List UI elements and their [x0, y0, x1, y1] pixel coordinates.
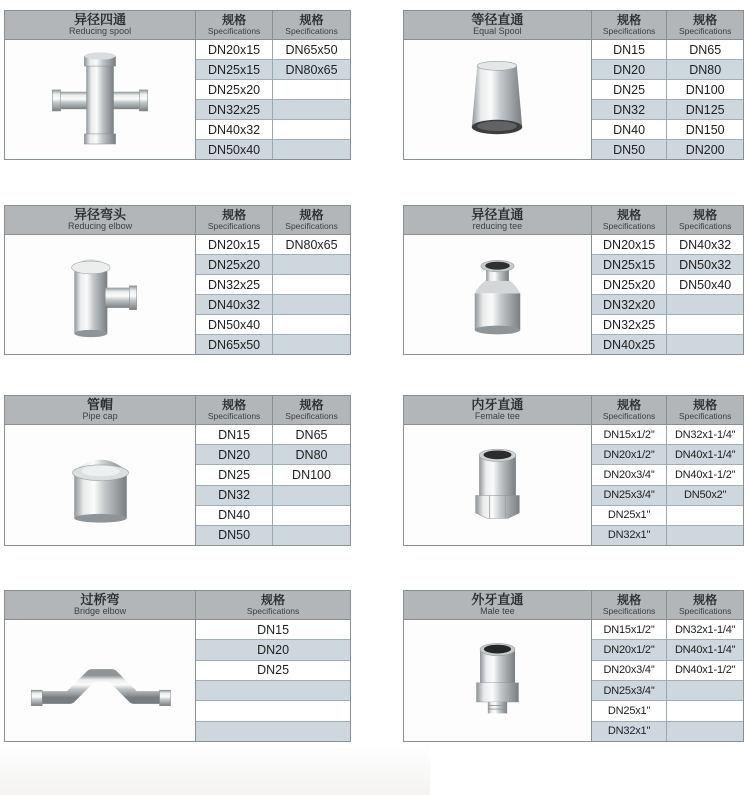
card-header — [5, 206, 350, 234]
spec-column-1 — [196, 235, 273, 354]
spec-cell: DN150 — [667, 119, 743, 139]
spec-cell: DN20x15 — [208, 42, 261, 57]
spec-cell: DN32x20 — [592, 294, 667, 314]
spec-cell: DN80 — [667, 59, 743, 79]
spec-cell: DN32x25 — [196, 99, 272, 119]
spec-cell: DN40 — [196, 505, 272, 525]
reducing-tee-reducer-image — [445, 241, 550, 349]
spec-cell: DN80x65 — [285, 237, 338, 252]
spec-cell: DN25x3/4'' — [592, 485, 667, 505]
spec-header-zh: 规格 — [299, 13, 324, 28]
spec-cell: DN15x1/2'' — [603, 623, 655, 636]
spec-cell — [667, 294, 743, 314]
reducing-elbow-fitting-image — [45, 239, 155, 351]
spec-header-zh: 规格 — [222, 13, 247, 28]
spec-column-2 — [667, 40, 743, 159]
spec-cell — [273, 139, 350, 159]
card-header — [404, 396, 743, 424]
spec-column-1 — [196, 425, 273, 545]
spec-cell: DN32x1'' — [592, 525, 667, 545]
product-title-en: Reducing spool — [69, 26, 132, 37]
spec-cell — [273, 79, 350, 99]
spec-header-zh: 规格 — [222, 208, 247, 223]
spec-header-2 — [667, 11, 743, 39]
spec-cell: DN32x25 — [196, 274, 272, 294]
spec-cell: DN100 — [273, 464, 350, 484]
spec-cell — [273, 485, 350, 505]
card-header — [404, 11, 743, 39]
spec-cell — [196, 721, 350, 741]
spec-cell — [273, 314, 350, 334]
spec-cell: DN20x1/2'' — [592, 639, 667, 659]
product-title-zh: 异径四通 — [74, 12, 127, 28]
product-title-zh: 过桥弯 — [80, 592, 120, 608]
product-title-en: Equal Spool — [473, 26, 522, 37]
product-photo-cell — [404, 620, 592, 741]
spec-header-zh: 规格 — [693, 208, 718, 223]
bridge-elbow-fitting-image — [20, 626, 180, 736]
spec-cell: DN15 — [218, 427, 251, 442]
spec-cell: DN20x15 — [208, 237, 261, 252]
product-title-zh: 异径弯头 — [74, 207, 127, 223]
spec-cell — [273, 294, 350, 314]
product-photo-cell — [5, 620, 196, 741]
spec-header-2 — [667, 206, 743, 234]
spec-cell — [273, 505, 350, 525]
product-photo-cell — [5, 235, 196, 354]
spec-header-zh: 规格 — [299, 208, 324, 223]
card-header — [5, 591, 350, 619]
spec-cell: DN40x1-1/2'' — [667, 660, 743, 680]
spec-cell — [273, 119, 350, 139]
card-equal-spool — [403, 10, 744, 160]
spec-header-1 — [196, 591, 350, 619]
spec-cell: DN80x65 — [273, 59, 350, 79]
spec-cell: DN40x25 — [592, 334, 667, 354]
spec-cell: DN32x1-1/4'' — [674, 623, 736, 636]
spec-cell — [196, 700, 350, 720]
product-title-en: reducing tee — [472, 221, 523, 232]
spec-cell — [667, 525, 743, 545]
product-title-en: Reducing elbow — [68, 221, 133, 232]
spec-header-1 — [196, 206, 273, 234]
spec-column-1 — [592, 235, 668, 354]
spec-cell: DN50x32 — [667, 254, 743, 274]
product-title-zh: 管帽 — [87, 397, 114, 413]
spec-cell: DN25 — [592, 79, 667, 99]
spec-cell: DN65 — [295, 427, 328, 442]
equal-spool-coupling-image — [443, 45, 551, 155]
female-tee-fitting-image — [445, 431, 550, 539]
spec-header-en: Specifications — [246, 605, 300, 616]
spec-cell: DN80 — [273, 444, 350, 464]
card-header — [404, 591, 743, 619]
card-reducing-tee — [403, 205, 744, 355]
product-title — [5, 591, 196, 619]
spec-cell: DN32 — [196, 485, 272, 505]
spec-header-2 — [667, 591, 743, 619]
spec-column-1 — [592, 425, 668, 545]
card-reducing-elbow — [4, 205, 351, 355]
spec-header-zh: 规格 — [222, 398, 247, 413]
product-title — [404, 396, 592, 424]
spec-header-en: Specifications — [207, 410, 261, 421]
spec-cell: DN40x1-1/2'' — [667, 464, 743, 484]
page-background-fade — [0, 743, 430, 795]
spec-cell: DN15 — [613, 42, 646, 57]
spec-column-2 — [273, 235, 350, 354]
spec-header-en: Specifications — [285, 25, 338, 36]
product-title-zh: 内牙直通 — [471, 397, 524, 413]
spec-header-en: Specifications — [602, 220, 656, 231]
card-reducing-spool — [4, 10, 351, 160]
spec-header-zh: 规格 — [693, 398, 718, 413]
male-tee-fitting-image — [445, 627, 550, 735]
spec-cell — [667, 700, 743, 720]
spec-cell: DN40 — [592, 119, 667, 139]
spec-cell: DN25x1'' — [592, 505, 667, 525]
spec-cell: DN20x15 — [603, 237, 656, 252]
spec-cell: DN20 — [196, 444, 272, 464]
spec-cell: DN20x3/4'' — [592, 464, 667, 484]
spec-cell: DN25x15 — [196, 59, 272, 79]
spec-column-1 — [196, 40, 273, 159]
product-title — [404, 206, 592, 234]
product-title-zh: 等径直通 — [471, 12, 524, 28]
spec-header-zh: 规格 — [693, 593, 718, 608]
spec-column-1 — [592, 40, 668, 159]
spec-cell: DN50 — [196, 525, 272, 545]
spec-cell: DN15x1/2'' — [603, 428, 655, 441]
spec-cell: DN40x1-1/4'' — [667, 639, 743, 659]
product-title — [5, 396, 196, 424]
spec-cell: DN32x25 — [592, 314, 667, 334]
spec-header-zh: 规格 — [617, 13, 642, 28]
spec-cell: DN20 — [196, 639, 350, 659]
product-title-zh: 异径直通 — [471, 207, 524, 223]
spec-header-2 — [273, 396, 350, 424]
spec-header-en: Specifications — [678, 220, 732, 231]
spec-header-1 — [196, 11, 273, 39]
spec-cell: DN25x20 — [196, 254, 272, 274]
spec-header-1 — [196, 396, 273, 424]
spec-cell — [196, 680, 350, 700]
spec-cell: DN50x40 — [667, 274, 743, 294]
spec-cell: DN200 — [667, 139, 743, 159]
spec-cell — [273, 254, 350, 274]
spec-cell: DN50x2'' — [667, 485, 743, 505]
spec-cell: DN25x1'' — [592, 700, 667, 720]
spec-cell: DN50 — [592, 139, 667, 159]
card-female-tee — [403, 395, 744, 546]
spec-header-en: Specifications — [207, 25, 261, 36]
spec-column-1 — [592, 620, 668, 741]
spec-column-2 — [667, 235, 743, 354]
spec-header-zh: 规格 — [261, 593, 286, 608]
spec-cell: DN20 — [592, 59, 667, 79]
spec-cell — [667, 721, 743, 741]
product-photo-cell — [404, 425, 592, 545]
card-header — [5, 11, 350, 39]
spec-cell: DN65x50 — [196, 334, 272, 354]
spec-header-zh: 规格 — [693, 13, 718, 28]
product-title-en: Female tee — [474, 411, 520, 422]
spec-header-2 — [273, 11, 350, 39]
product-photo-cell — [404, 235, 592, 354]
spec-cell: DN65 — [689, 42, 722, 57]
spec-header-en: Specifications — [602, 410, 656, 421]
spec-cell: DN32x1'' — [592, 721, 667, 741]
product-photo-cell — [5, 40, 196, 159]
spec-header-zh: 规格 — [299, 398, 324, 413]
spec-cell — [667, 680, 743, 700]
product-title — [404, 11, 592, 39]
spec-cell: DN50x40 — [196, 139, 272, 159]
spec-header-en: Specifications — [285, 410, 338, 421]
spec-cell — [273, 334, 350, 354]
product-title — [404, 591, 592, 619]
spec-column-2 — [667, 425, 743, 545]
spec-header-en: Specifications — [602, 25, 656, 36]
spec-cell: DN125 — [667, 99, 743, 119]
product-title-en: Pipe cap — [82, 411, 118, 422]
product-title-en: Bridge elbow — [74, 606, 127, 617]
spec-header-zh: 规格 — [617, 208, 642, 223]
spec-column-1 — [196, 620, 350, 741]
product-photo-cell — [404, 40, 592, 159]
spec-cell: DN20x3/4'' — [592, 660, 667, 680]
spec-cell — [667, 334, 743, 354]
spec-cell: DN25 — [196, 464, 272, 484]
spec-header-1 — [592, 591, 668, 619]
card-pipe-cap — [4, 395, 351, 546]
card-header — [404, 206, 743, 234]
spec-cell: DN100 — [667, 79, 743, 99]
spec-column-2 — [273, 425, 350, 545]
spec-cell: DN40x32 — [679, 237, 732, 252]
product-title-en: Male tee — [480, 606, 515, 617]
spec-cell: DN25x20 — [592, 274, 667, 294]
product-photo-cell — [5, 425, 196, 545]
product-title-zh: 外牙直通 — [471, 592, 524, 608]
spec-header-1 — [592, 11, 668, 39]
spec-cell — [273, 99, 350, 119]
spec-cell: DN65x50 — [285, 42, 338, 57]
spec-cell: DN25x3/4'' — [592, 680, 667, 700]
spec-cell: DN32x1-1/4'' — [674, 428, 736, 441]
product-title — [5, 206, 196, 234]
spec-cell: DN40x1-1/4'' — [667, 444, 743, 464]
spec-cell: DN40x32 — [196, 294, 272, 314]
spec-cell — [273, 274, 350, 294]
spec-header-2 — [667, 396, 743, 424]
spec-header-en: Specifications — [602, 605, 656, 616]
card-male-tee — [403, 590, 744, 742]
spec-header-1 — [592, 206, 668, 234]
spec-cell — [667, 505, 743, 525]
spec-header-1 — [592, 396, 668, 424]
spec-cell — [667, 314, 743, 334]
spec-cell: DN50x40 — [196, 314, 272, 334]
spec-header-en: Specifications — [285, 220, 338, 231]
reducing-spool-cross-fitting-image — [45, 44, 155, 156]
product-title — [5, 11, 196, 39]
spec-header-zh: 规格 — [617, 398, 642, 413]
card-header — [5, 396, 350, 424]
spec-header-en: Specifications — [678, 605, 732, 616]
spec-cell: DN40x32 — [196, 119, 272, 139]
card-bridge-elbow — [4, 590, 351, 742]
spec-cell: DN15 — [257, 622, 290, 637]
spec-header-zh: 规格 — [617, 593, 642, 608]
spec-cell: DN25x20 — [196, 79, 272, 99]
spec-cell — [273, 525, 350, 545]
pipe-cap-image — [48, 431, 153, 539]
spec-header-en: Specifications — [207, 220, 261, 231]
spec-cell: DN25 — [196, 660, 350, 680]
spec-column-2 — [667, 620, 743, 741]
spec-header-en: Specifications — [678, 25, 732, 36]
spec-cell: DN32 — [592, 99, 667, 119]
spec-cell: DN20x1/2'' — [592, 444, 667, 464]
spec-column-2 — [273, 40, 350, 159]
spec-header-2 — [273, 206, 350, 234]
spec-cell: DN25x15 — [592, 254, 667, 274]
spec-header-en: Specifications — [678, 410, 732, 421]
